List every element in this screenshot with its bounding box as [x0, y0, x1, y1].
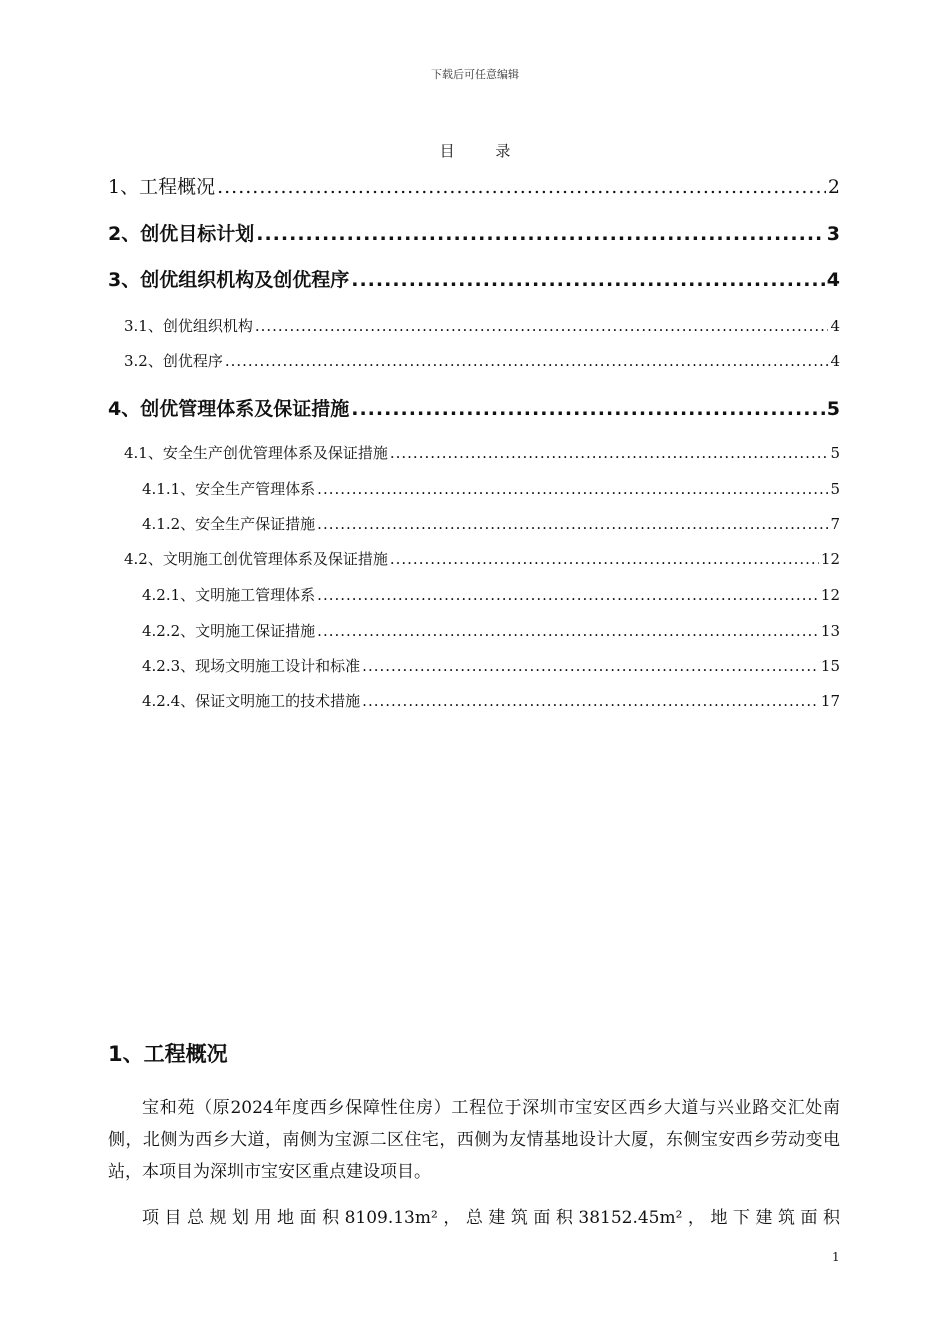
section-heading: 1、工程概况 — [108, 1042, 228, 1066]
toc-entry-label: 3.1、创优组织机构 — [124, 317, 253, 335]
toc-entry-page: 5 — [830, 480, 840, 498]
toc-entry[interactable] — [108, 265, 840, 292]
toc-title: 目 录 — [439, 142, 529, 160]
toc-entry[interactable] — [142, 584, 840, 605]
toc-leader — [217, 176, 826, 198]
toc-entry-page: 4 — [830, 317, 840, 335]
toc-entry[interactable] — [142, 478, 840, 499]
toc-entry-page: 15 — [820, 657, 840, 675]
toc-entry[interactable] — [108, 172, 840, 199]
toc-entry[interactable] — [142, 513, 840, 534]
toc-entry-label: 4、创优管理体系及保证措施 — [108, 398, 350, 420]
toc-leader — [351, 269, 825, 291]
toc-entry-page: 4 — [830, 352, 840, 370]
toc-entry-page: 3 — [826, 223, 840, 245]
toc-entry-label: 3、创优组织机构及创优程序 — [108, 269, 350, 291]
toc-entry-page: 4 — [826, 269, 840, 291]
toc-entry[interactable] — [142, 690, 840, 711]
toc-leader — [362, 692, 819, 710]
toc-leader — [317, 586, 819, 604]
toc-leader — [362, 657, 819, 675]
toc-entry[interactable] — [124, 350, 840, 371]
toc-leader — [317, 622, 819, 640]
toc-entry-label: 4.2.4、保证文明施工的技术措施 — [142, 692, 361, 710]
toc-leader — [351, 398, 825, 420]
toc-entry[interactable] — [108, 219, 840, 246]
toc-entry-page: 2 — [827, 176, 840, 198]
toc-entry-page: 12 — [820, 550, 840, 568]
toc-leader — [317, 480, 828, 498]
page-number: 1 — [832, 1250, 840, 1264]
toc-entry-page: 12 — [820, 586, 840, 604]
body-paragraph: 宝和苑（原2024年度西乡保障性住房）工程位于深圳市宝安区西乡大道与兴业路交汇处南侧，北侧为西乡大道，南侧为宝源二区住宅，西侧为友情基地设计大厦，东侧宝安西乡劳动变电站，本项目为深圳市宝安区重点建设项目。 — [108, 1098, 840, 1182]
toc-entry-label: 2、创优目标计划 — [108, 223, 255, 245]
toc-entry-page: 5 — [830, 444, 840, 462]
toc-entry-label: 4.1、安全生产创优管理体系及保证措施 — [124, 444, 388, 462]
toc-entry-page: 13 — [820, 622, 840, 640]
toc-entry-page: 5 — [826, 398, 840, 420]
toc-entry[interactable] — [124, 442, 840, 463]
toc-entry-page: 7 — [830, 515, 840, 533]
page-header: 下载后可任意编辑 — [431, 68, 519, 81]
toc-entry-page: 17 — [820, 692, 840, 710]
toc-leader — [225, 352, 829, 370]
toc-entry-label: 4.2.3、现场文明施工设计和标准 — [142, 657, 361, 675]
toc-leader — [390, 550, 819, 568]
toc-entry-label: 4.1.2、安全生产保证措施 — [142, 515, 316, 533]
toc-entry[interactable] — [142, 620, 840, 641]
toc-entry-label: 4.2.2、文明施工保证措施 — [142, 622, 316, 640]
toc-entry-label: 1、工程概况 — [108, 176, 216, 198]
toc-leader — [255, 317, 829, 335]
toc-entry[interactable] — [124, 548, 840, 569]
toc-entry[interactable] — [142, 655, 840, 676]
toc-entry-label: 4.2、文明施工创优管理体系及保证措施 — [124, 550, 388, 568]
toc-entry-label: 3.2、创优程序 — [124, 352, 223, 370]
toc-entry[interactable] — [108, 394, 840, 421]
toc-leader — [317, 515, 828, 533]
toc-entry-label: 4.1.1、安全生产管理体系 — [142, 480, 316, 498]
toc-entry[interactable] — [124, 315, 840, 336]
body-paragraph: 项目总规划用地面积8109.13m²，总建筑面积38152.45m²，地下建筑面积 — [142, 1208, 840, 1228]
toc-leader — [256, 223, 825, 245]
toc-leader — [390, 444, 829, 462]
toc-entry-label: 4.2.1、文明施工管理体系 — [142, 586, 316, 604]
